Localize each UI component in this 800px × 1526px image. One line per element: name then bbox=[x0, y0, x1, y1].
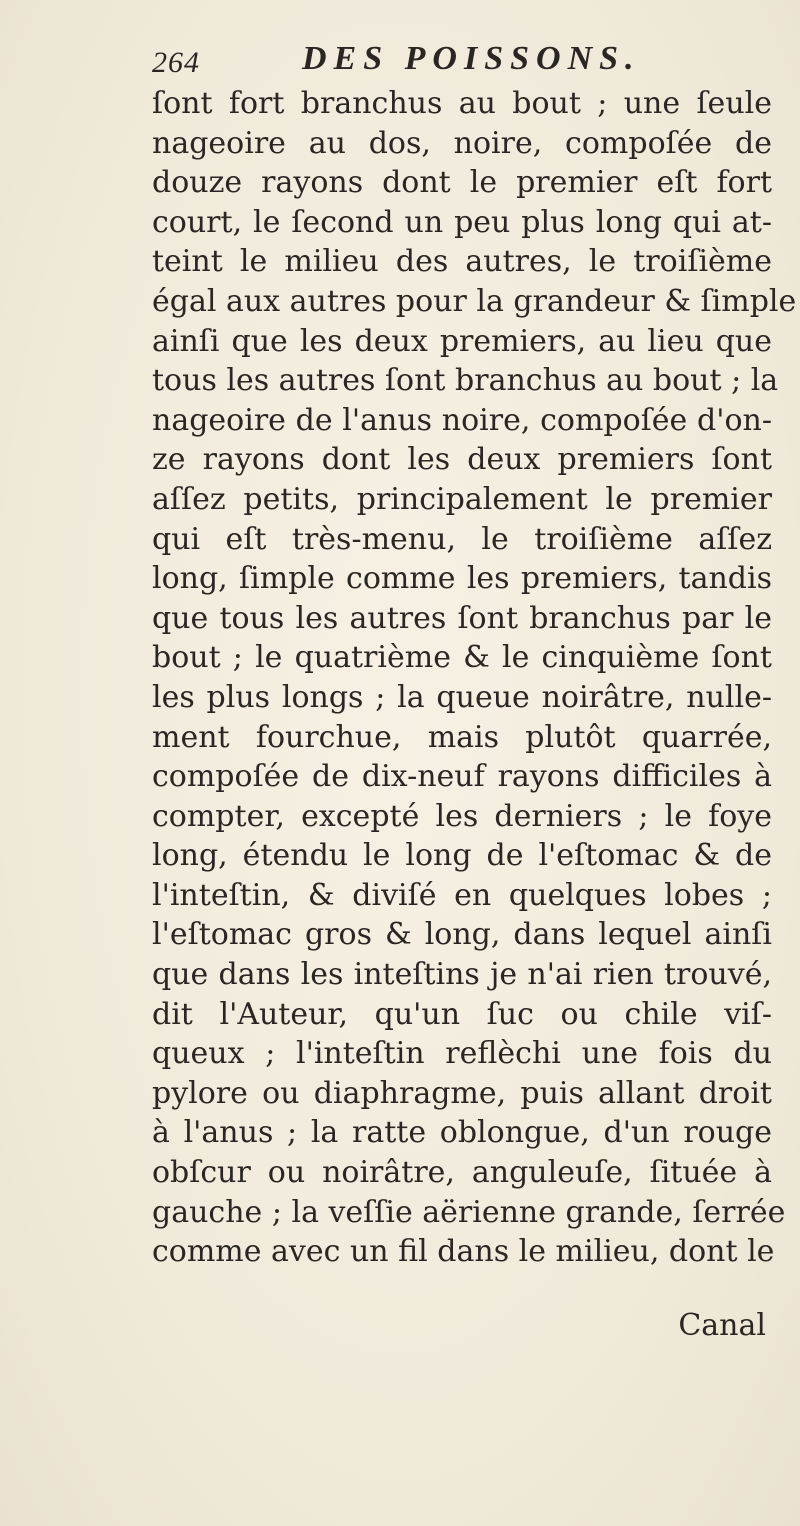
body-text bbox=[152, 84, 797, 1272]
text-line: ment fourchue, mais plutôt quarrée, bbox=[152, 719, 772, 755]
text-line: dit l'Auteur, qu'un ſuc ou chile viſ- bbox=[152, 996, 772, 1032]
text-line: comme avec un fil dans le milieu, dont le bbox=[152, 1234, 775, 1270]
text-line: tous les autres ſont branchus au bout ; la bbox=[152, 363, 779, 399]
catchword: Canal bbox=[678, 1308, 766, 1343]
text-line: les plus longs ; la queue noirâtre, nulle- bbox=[152, 679, 772, 715]
text-line: long, étendu le long de l'eſtomac & de bbox=[152, 838, 772, 874]
text-line: ſont fort branchus au bout ; une ſeule bbox=[152, 86, 772, 121]
page-header bbox=[152, 40, 712, 84]
text-line: qui eſt très-menu, le troiſième aſſez bbox=[152, 521, 772, 557]
text-line: pylore ou diaphragme, puis allant droit bbox=[152, 1075, 772, 1111]
text-line: à l'anus ; la ratte oblongue, d'un rouge bbox=[152, 1115, 772, 1151]
text-line: bout ; le quatrième & le cinquième ſont bbox=[152, 640, 772, 676]
text-line: l'eſtomac gros & long, dans lequel ainſi bbox=[152, 917, 772, 953]
text-line: l'inteſtin, & diviſé en quelques lobes ; bbox=[152, 877, 772, 913]
text-line: que tous les autres ſont branchus par le bbox=[152, 600, 772, 636]
text-line: teint le milieu des autres, le troiſième bbox=[152, 244, 772, 280]
text-line: queux ; l'inteſtin reflèchi une fois du bbox=[152, 1036, 772, 1072]
text-line: douze rayons dont le premier eſt fort bbox=[152, 165, 772, 201]
text-line: que dans les inteſtins je n'ai rien trouvé, bbox=[152, 957, 772, 993]
page-number: 264 bbox=[152, 46, 200, 79]
text-line: obſcur ou noirâtre, anguleuſe, ſituée à bbox=[152, 1155, 772, 1191]
text-line: long, ſimple comme les premiers, tandis bbox=[152, 561, 772, 597]
text-line: court, le ſecond un peu plus long qui at- bbox=[152, 204, 772, 240]
text-line: nageoire de l'anus noire, compoſée d'on- bbox=[152, 402, 772, 438]
text-line: aſſez petits, principalement le premier bbox=[152, 481, 772, 517]
text-line: gauche ; la veſſie aërienne grande, ſerrée bbox=[152, 1194, 786, 1230]
text-line: compoſée de dix-neuf rayons difficiles à bbox=[152, 759, 772, 795]
running-title: DES POISSONS. bbox=[302, 40, 641, 77]
text-line: ze rayons dont les deux premiers ſont bbox=[152, 442, 772, 478]
text-line: ainſi que les deux premiers, au lieu que bbox=[152, 323, 772, 359]
text-line: nageoire au dos, noire, compoſée de bbox=[152, 125, 772, 161]
text-line: compter, excepté les derniers ; le foye bbox=[152, 798, 772, 834]
text-line: égal aux autres pour la grandeur & ſimple bbox=[152, 283, 797, 319]
